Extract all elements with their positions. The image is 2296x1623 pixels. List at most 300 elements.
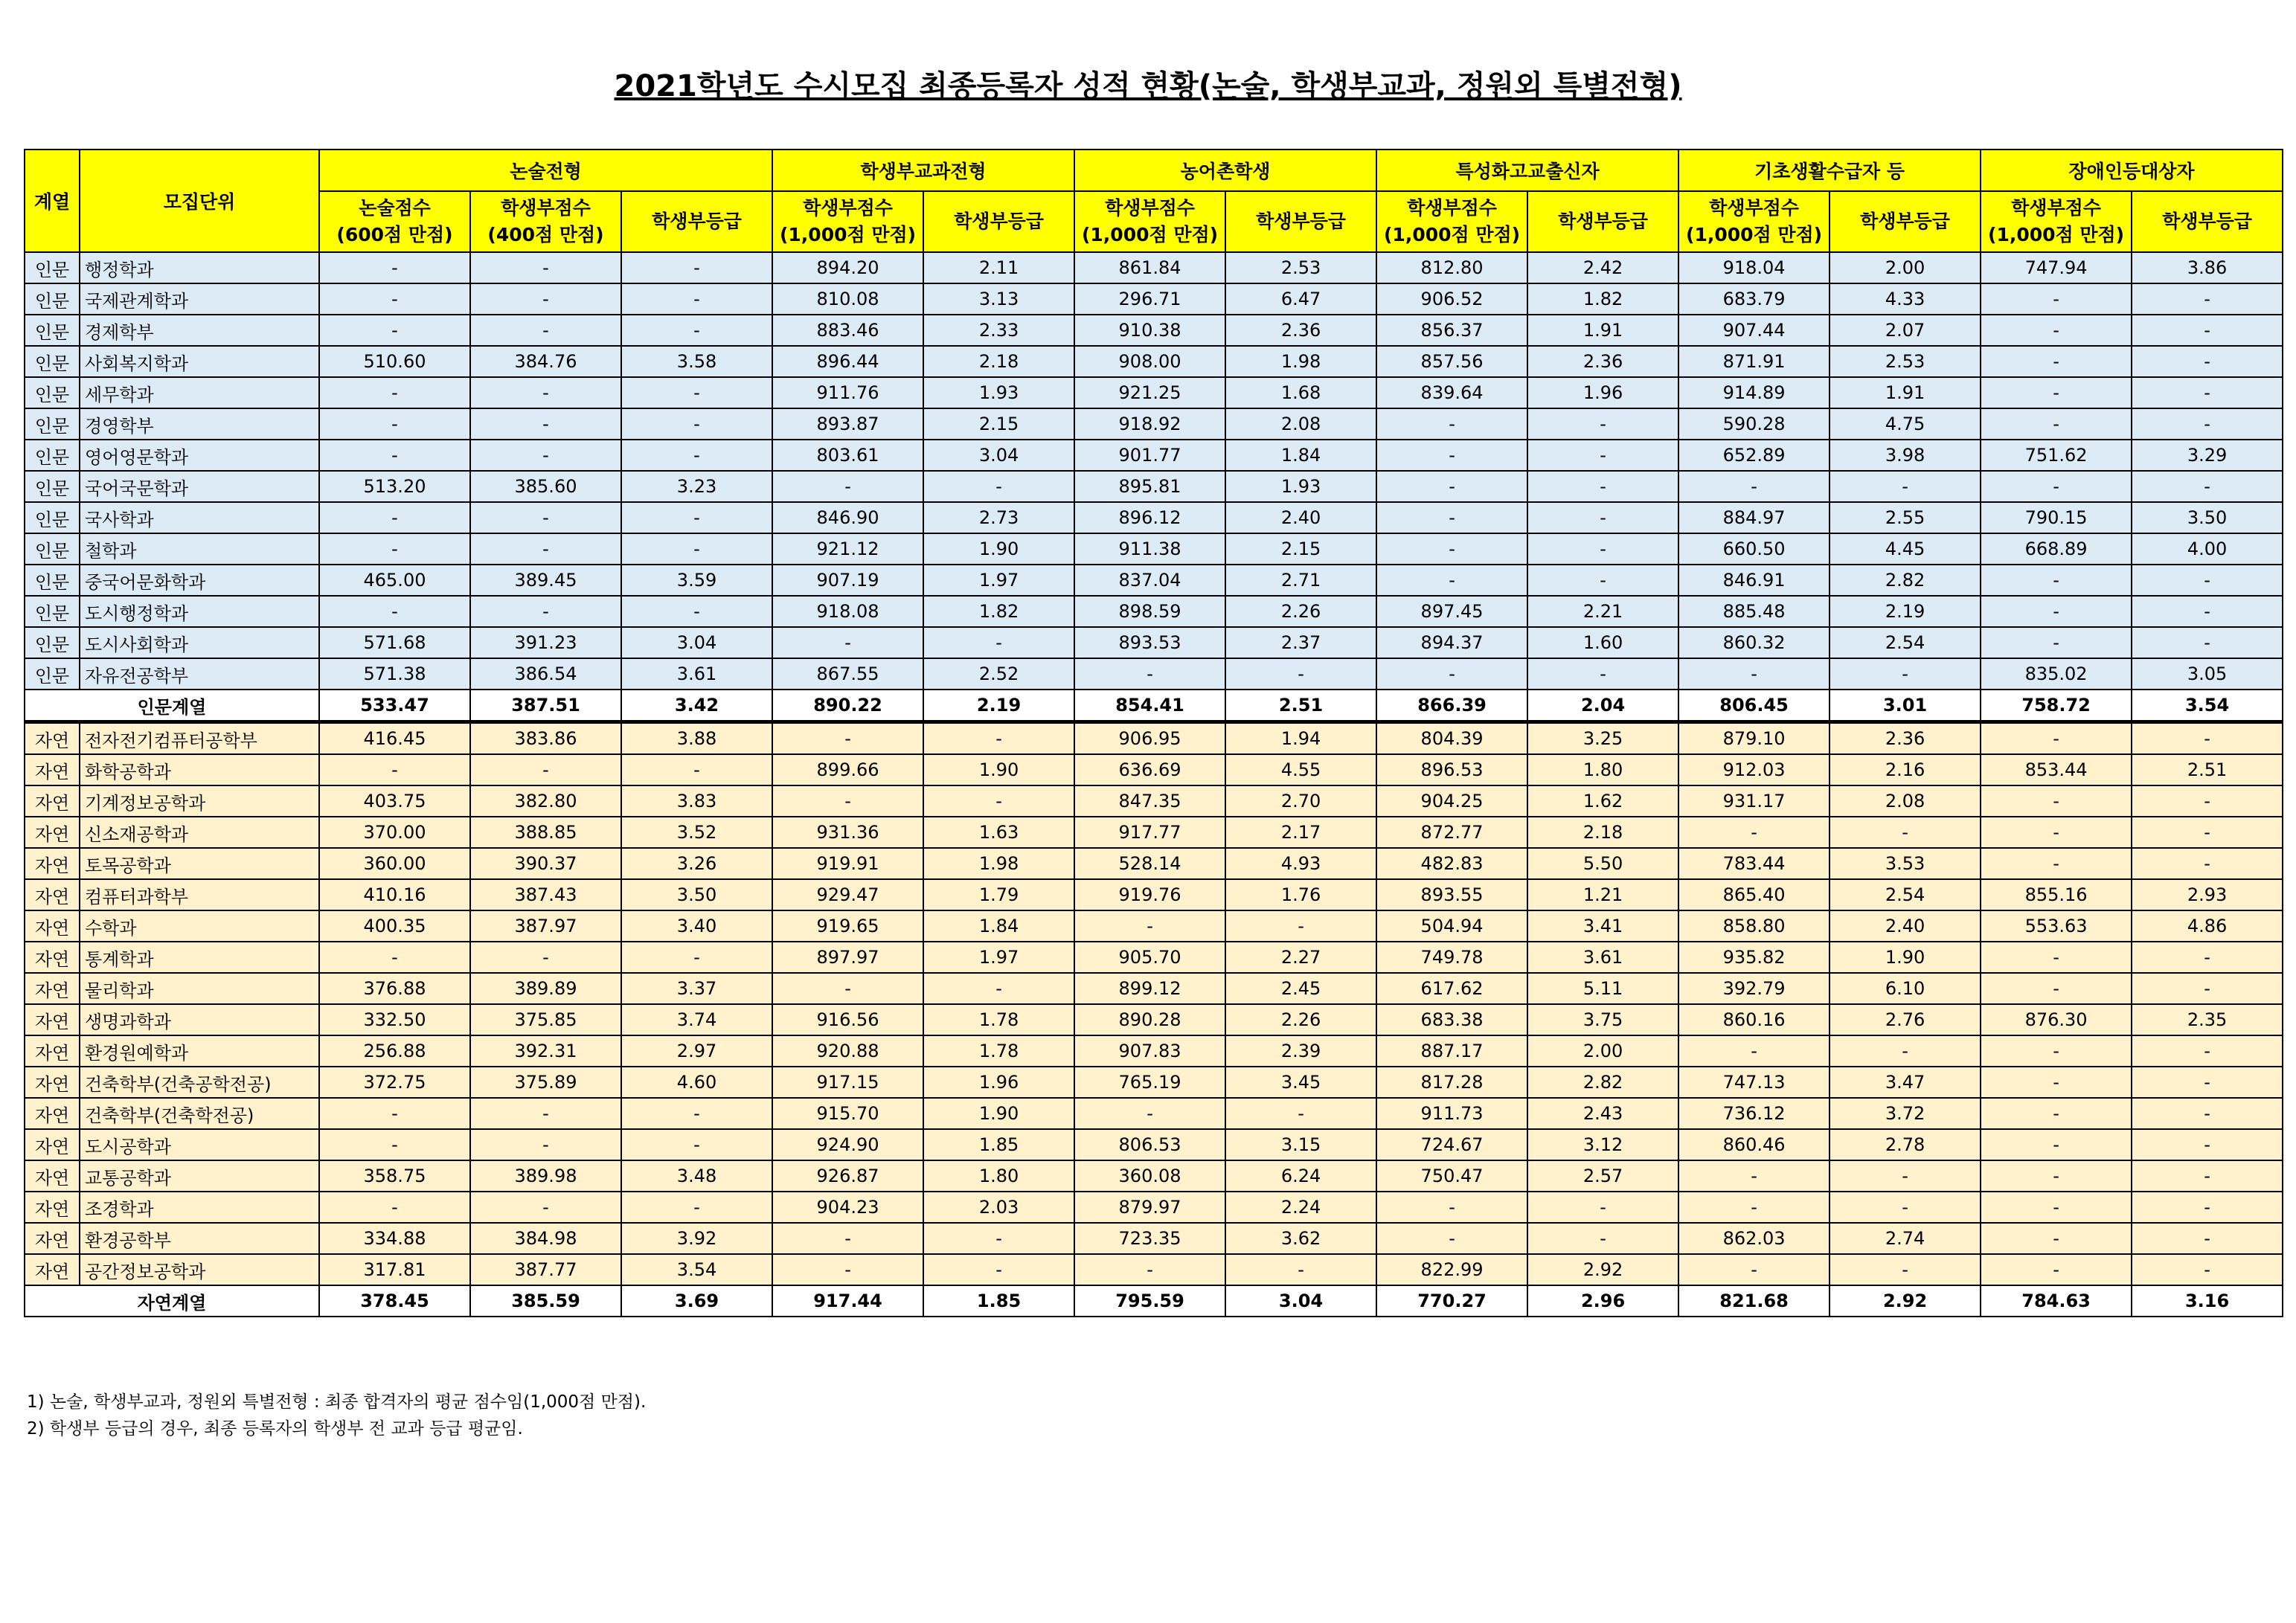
value-cell: -: [1527, 440, 1678, 471]
value-cell: 1.80: [923, 1160, 1074, 1192]
value-cell: 908.00: [1074, 346, 1225, 377]
value-cell: 758.72: [1981, 690, 2132, 722]
value-cell: 375.89: [470, 1067, 621, 1098]
value-cell: 5.50: [1527, 848, 1678, 879]
category-cell: 인문: [25, 627, 80, 658]
value-cell: 504.94: [1376, 910, 1527, 942]
value-cell: 385.59: [470, 1285, 621, 1317]
header-record-grade: 학생부등급: [1225, 191, 1376, 252]
value-cell: 846.90: [772, 502, 923, 533]
value-cell: -: [621, 440, 772, 471]
value-cell: 2.19: [1830, 596, 1981, 627]
header-record-score-1000: 학생부점수 (1,000점 만점): [1376, 191, 1527, 252]
value-cell: 2.55: [1830, 502, 1981, 533]
header-group-rural: 농어촌학생: [1074, 150, 1376, 191]
value-cell: 2.43: [1527, 1098, 1678, 1129]
value-cell: -: [1376, 502, 1527, 533]
value-cell: 897.45: [1376, 596, 1527, 627]
table-row: [25, 1160, 2283, 1192]
value-cell: 385.60: [470, 471, 621, 502]
value-cell: -: [1376, 565, 1527, 596]
value-cell: 1.90: [923, 1098, 1074, 1129]
value-cell: 2.70: [1225, 785, 1376, 817]
value-cell: -: [923, 973, 1074, 1004]
header-essay-score: 논술점수 (600점 만점): [319, 191, 470, 252]
value-cell: 4.86: [2132, 910, 2283, 942]
value-cell: 2.00: [1527, 1035, 1678, 1067]
value-cell: 790.15: [1981, 502, 2132, 533]
value-cell: -: [621, 377, 772, 408]
table-row: [25, 1098, 2283, 1129]
value-cell: 3.75: [1527, 1004, 1678, 1035]
value-cell: 376.88: [319, 973, 470, 1004]
value-cell: 898.59: [1074, 596, 1225, 627]
category-cell: 자연: [25, 817, 80, 848]
value-cell: 3.59: [621, 565, 772, 596]
value-cell: -: [1981, 596, 2132, 627]
value-cell: 872.77: [1376, 817, 1527, 848]
value-cell: 770.27: [1376, 1285, 1527, 1317]
value-cell: 907.19: [772, 565, 923, 596]
value-cell: -: [2132, 596, 2283, 627]
value-cell: 858.80: [1678, 910, 1830, 942]
unit-cell: 자유전공학부: [80, 658, 319, 690]
header-group-welfare: 기초생활수급자 등: [1678, 150, 1981, 191]
value-cell: -: [1981, 346, 2132, 377]
value-cell: 2.15: [923, 408, 1074, 440]
value-cell: 3.29: [2132, 440, 2283, 471]
value-cell: 3.61: [621, 658, 772, 690]
value-cell: 3.40: [621, 910, 772, 942]
value-cell: 334.88: [319, 1223, 470, 1254]
table-total-row: [25, 1285, 2283, 1317]
table-row: [25, 283, 2283, 315]
unit-cell: 컴퓨터과학부: [80, 879, 319, 910]
category-cell: 자연: [25, 1067, 80, 1098]
value-cell: -: [1678, 471, 1830, 502]
value-cell: 3.05: [2132, 658, 2283, 690]
value-cell: -: [1830, 471, 1981, 502]
value-cell: 2.57: [1527, 1160, 1678, 1192]
value-cell: 1.98: [923, 848, 1074, 879]
value-cell: 2.73: [923, 502, 1074, 533]
value-cell: -: [923, 471, 1074, 502]
value-cell: 747.13: [1678, 1067, 1830, 1098]
value-cell: 1.90: [923, 754, 1074, 785]
value-cell: 389.45: [470, 565, 621, 596]
value-cell: -: [319, 596, 470, 627]
table-row: [25, 754, 2283, 785]
value-cell: 2.39: [1225, 1035, 1376, 1067]
value-cell: 751.62: [1981, 440, 2132, 471]
value-cell: 360.08: [1074, 1160, 1225, 1192]
value-cell: 765.19: [1074, 1067, 1225, 1098]
value-cell: 861.84: [1074, 252, 1225, 283]
table-row: [25, 973, 2283, 1004]
value-cell: 918.04: [1678, 252, 1830, 283]
value-cell: 6.47: [1225, 283, 1376, 315]
value-cell: -: [1981, 1129, 2132, 1160]
value-cell: -: [2132, 848, 2283, 879]
value-cell: 3.72: [1830, 1098, 1981, 1129]
value-cell: -: [621, 942, 772, 973]
value-cell: 1.97: [923, 565, 1074, 596]
value-cell: 896.44: [772, 346, 923, 377]
value-cell: 3.53: [1830, 848, 1981, 879]
value-cell: 890.28: [1074, 1004, 1225, 1035]
unit-cell: 국제관계학과: [80, 283, 319, 315]
header-record-grade: 학생부등급: [1830, 191, 1981, 252]
value-cell: 724.67: [1376, 1129, 1527, 1160]
value-cell: -: [621, 283, 772, 315]
value-cell: -: [1830, 817, 1981, 848]
value-cell: -: [1527, 565, 1678, 596]
value-cell: -: [1830, 1160, 1981, 1192]
value-cell: 3.48: [621, 1160, 772, 1192]
value-cell: 921.12: [772, 533, 923, 565]
value-cell: 1.21: [1527, 879, 1678, 910]
value-cell: 914.89: [1678, 377, 1830, 408]
value-cell: 3.74: [621, 1004, 772, 1035]
value-cell: 876.30: [1981, 1004, 2132, 1035]
value-cell: -: [2132, 1067, 2283, 1098]
value-cell: -: [772, 471, 923, 502]
value-cell: 660.50: [1678, 533, 1830, 565]
value-cell: -: [772, 785, 923, 817]
value-cell: 747.94: [1981, 252, 2132, 283]
category-cell: 자연: [25, 879, 80, 910]
value-cell: -: [1981, 1067, 2132, 1098]
value-cell: 3.04: [621, 627, 772, 658]
value-cell: 3.26: [621, 848, 772, 879]
value-cell: -: [470, 408, 621, 440]
value-cell: 2.40: [1225, 502, 1376, 533]
header-record-score-1000: 학생부점수 (1,000점 만점): [772, 191, 923, 252]
value-cell: -: [319, 754, 470, 785]
header-group-essay: 논술전형: [319, 150, 772, 191]
value-cell: 3.01: [1830, 690, 1981, 722]
value-cell: 931.36: [772, 817, 923, 848]
unit-cell: 행정학과: [80, 252, 319, 283]
value-cell: 3.61: [1527, 942, 1678, 973]
value-cell: -: [1074, 658, 1225, 690]
value-cell: 1.85: [923, 1285, 1074, 1317]
value-cell: -: [2132, 283, 2283, 315]
table-row: [25, 440, 2283, 471]
value-cell: 893.53: [1074, 627, 1225, 658]
table-row: [25, 785, 2283, 817]
value-cell: -: [1830, 658, 1981, 690]
unit-cell: 세무학과: [80, 377, 319, 408]
value-cell: 652.89: [1678, 440, 1830, 471]
value-cell: -: [319, 315, 470, 346]
unit-cell: 건축학부(건축학전공): [80, 1098, 319, 1129]
table-total-row: [25, 690, 2283, 722]
value-cell: 2.82: [1527, 1067, 1678, 1098]
table-row: [25, 1067, 2283, 1098]
value-cell: 2.21: [1527, 596, 1678, 627]
value-cell: -: [2132, 471, 2283, 502]
value-cell: 906.52: [1376, 283, 1527, 315]
value-cell: 887.17: [1376, 1035, 1527, 1067]
value-cell: 372.75: [319, 1067, 470, 1098]
table-row: [25, 658, 2283, 690]
value-cell: 918.08: [772, 596, 923, 627]
value-cell: -: [2132, 1098, 2283, 1129]
header-record-grade: 학생부등급: [2132, 191, 2283, 252]
category-cell: 자연: [25, 942, 80, 973]
value-cell: 883.46: [772, 315, 923, 346]
value-cell: 4.45: [1830, 533, 1981, 565]
value-cell: -: [1678, 1192, 1830, 1223]
value-cell: -: [1225, 1098, 1376, 1129]
value-cell: 3.92: [621, 1223, 772, 1254]
header-record-score-1000: 학생부점수 (1,000점 만점): [1981, 191, 2132, 252]
value-cell: -: [621, 533, 772, 565]
value-cell: -: [1225, 658, 1376, 690]
total-label: 인문계열: [25, 690, 319, 722]
value-cell: 3.98: [1830, 440, 1981, 471]
value-cell: -: [319, 377, 470, 408]
value-cell: 3.16: [2132, 1285, 2283, 1317]
unit-cell: 교통공학과: [80, 1160, 319, 1192]
value-cell: 382.80: [470, 785, 621, 817]
value-cell: 553.63: [1981, 910, 2132, 942]
value-cell: 2.33: [923, 315, 1074, 346]
value-cell: 806.45: [1678, 690, 1830, 722]
category-cell: 자연: [25, 754, 80, 785]
value-cell: 1.79: [923, 879, 1074, 910]
value-cell: 1.62: [1527, 785, 1678, 817]
value-cell: 890.22: [772, 690, 923, 722]
table-row: [25, 315, 2283, 346]
value-cell: 256.88: [319, 1035, 470, 1067]
value-cell: -: [319, 942, 470, 973]
table-row: [25, 627, 2283, 658]
value-cell: 917.77: [1074, 817, 1225, 848]
value-cell: -: [923, 1254, 1074, 1285]
value-cell: 3.47: [1830, 1067, 1981, 1098]
value-cell: -: [1981, 817, 2132, 848]
value-cell: 919.76: [1074, 879, 1225, 910]
value-cell: 3.69: [621, 1285, 772, 1317]
value-cell: -: [1981, 973, 2132, 1004]
value-cell: -: [923, 1223, 1074, 1254]
header-group-record: 학생부교과전형: [772, 150, 1074, 191]
value-cell: 2.19: [923, 690, 1074, 722]
table-row: [25, 910, 2283, 942]
value-cell: 1.84: [1225, 440, 1376, 471]
category-cell: 인문: [25, 346, 80, 377]
value-cell: 911.76: [772, 377, 923, 408]
value-cell: 857.56: [1376, 346, 1527, 377]
value-cell: 3.04: [923, 440, 1074, 471]
value-cell: -: [1376, 471, 1527, 502]
value-cell: -: [1527, 408, 1678, 440]
value-cell: 853.44: [1981, 754, 2132, 785]
value-cell: 1.91: [1527, 315, 1678, 346]
value-cell: 1.80: [1527, 754, 1678, 785]
value-cell: 855.16: [1981, 879, 2132, 910]
value-cell: 894.37: [1376, 627, 1527, 658]
value-cell: 806.53: [1074, 1129, 1225, 1160]
value-cell: -: [1981, 408, 2132, 440]
value-cell: 1.96: [1527, 377, 1678, 408]
value-cell: 383.86: [470, 722, 621, 755]
value-cell: 358.75: [319, 1160, 470, 1192]
value-cell: 683.79: [1678, 283, 1830, 315]
table-row: [25, 533, 2283, 565]
value-cell: 4.33: [1830, 283, 1981, 315]
value-cell: 2.36: [1225, 315, 1376, 346]
value-cell: -: [621, 1192, 772, 1223]
table-row: [25, 377, 2283, 408]
value-cell: 906.95: [1074, 722, 1225, 755]
value-cell: -: [2132, 315, 2283, 346]
value-cell: -: [1527, 502, 1678, 533]
value-cell: 3.88: [621, 722, 772, 755]
value-cell: -: [1981, 1160, 2132, 1192]
value-cell: 2.51: [2132, 754, 2283, 785]
value-cell: 6.10: [1830, 973, 1981, 1004]
value-cell: -: [470, 942, 621, 973]
category-cell: 인문: [25, 658, 80, 690]
unit-cell: 신소재공학과: [80, 817, 319, 848]
value-cell: 894.20: [772, 252, 923, 283]
header-category: 계열: [25, 150, 80, 252]
table-row: [25, 722, 2283, 755]
value-cell: 636.69: [1074, 754, 1225, 785]
header-unit: 모집단위: [80, 150, 319, 252]
value-cell: 847.35: [1074, 785, 1225, 817]
value-cell: -: [1678, 1160, 1830, 1192]
value-cell: -: [1376, 1223, 1527, 1254]
table-row: [25, 817, 2283, 848]
table-row: [25, 346, 2283, 377]
category-cell: 자연: [25, 1035, 80, 1067]
value-cell: 2.15: [1225, 533, 1376, 565]
value-cell: -: [1376, 658, 1527, 690]
value-cell: -: [1074, 910, 1225, 942]
value-cell: 2.53: [1830, 346, 1981, 377]
value-cell: 389.89: [470, 973, 621, 1004]
unit-cell: 철학과: [80, 533, 319, 565]
value-cell: 916.56: [772, 1004, 923, 1035]
value-cell: -: [1981, 627, 2132, 658]
value-cell: -: [1678, 817, 1830, 848]
value-cell: 3.23: [621, 471, 772, 502]
value-cell: 482.83: [1376, 848, 1527, 879]
value-cell: 465.00: [319, 565, 470, 596]
value-cell: 2.26: [1225, 1004, 1376, 1035]
value-cell: 296.71: [1074, 283, 1225, 315]
footnote-2: 2) 학생부 등급의 경우, 최종 등록자의 학생부 전 교과 등급 평균임.: [27, 1419, 523, 1439]
value-cell: 1.82: [923, 596, 1074, 627]
value-cell: -: [2132, 942, 2283, 973]
value-cell: -: [1830, 1035, 1981, 1067]
category-cell: 인문: [25, 596, 80, 627]
value-cell: 4.93: [1225, 848, 1376, 879]
value-cell: -: [621, 252, 772, 283]
value-cell: 2.42: [1527, 252, 1678, 283]
value-cell: 2.27: [1225, 942, 1376, 973]
value-cell: 3.50: [621, 879, 772, 910]
value-cell: 2.53: [1225, 252, 1376, 283]
value-cell: 907.44: [1678, 315, 1830, 346]
scores-table: [24, 149, 2283, 1317]
value-cell: 899.12: [1074, 973, 1225, 1004]
unit-cell: 국어국문학과: [80, 471, 319, 502]
value-cell: 3.50: [2132, 502, 2283, 533]
category-cell: 인문: [25, 533, 80, 565]
value-cell: 810.08: [772, 283, 923, 315]
value-cell: 2.82: [1830, 565, 1981, 596]
value-cell: 388.85: [470, 817, 621, 848]
value-cell: -: [2132, 973, 2283, 1004]
value-cell: 910.38: [1074, 315, 1225, 346]
value-cell: -: [470, 596, 621, 627]
value-cell: 860.16: [1678, 1004, 1830, 1035]
value-cell: -: [470, 533, 621, 565]
value-cell: 860.32: [1678, 627, 1830, 658]
category-cell: 자연: [25, 1192, 80, 1223]
category-cell: 인문: [25, 377, 80, 408]
value-cell: 384.76: [470, 346, 621, 377]
value-cell: 1.76: [1225, 879, 1376, 910]
value-cell: 2.17: [1225, 817, 1376, 848]
value-cell: -: [1830, 1254, 1981, 1285]
value-cell: -: [319, 1192, 470, 1223]
value-cell: -: [1225, 910, 1376, 942]
value-cell: 895.81: [1074, 471, 1225, 502]
value-cell: 896.53: [1376, 754, 1527, 785]
category-cell: 인문: [25, 502, 80, 533]
value-cell: 528.14: [1074, 848, 1225, 879]
value-cell: 837.04: [1074, 565, 1225, 596]
value-cell: 668.89: [1981, 533, 2132, 565]
value-cell: -: [1376, 533, 1527, 565]
unit-cell: 환경원예학과: [80, 1035, 319, 1067]
value-cell: 1.63: [923, 817, 1074, 848]
value-cell: -: [319, 440, 470, 471]
header-record-score-1000: 학생부점수 (1,000점 만점): [1074, 191, 1225, 252]
value-cell: 856.37: [1376, 315, 1527, 346]
value-cell: 392.79: [1678, 973, 1830, 1004]
value-cell: 749.78: [1376, 942, 1527, 973]
header-record-grade: 학생부등급: [621, 191, 772, 252]
unit-cell: 수학과: [80, 910, 319, 942]
value-cell: 935.82: [1678, 942, 1830, 973]
value-cell: -: [1981, 1098, 2132, 1129]
value-cell: -: [2132, 785, 2283, 817]
value-cell: 3.62: [1225, 1223, 1376, 1254]
unit-cell: 기계정보공학과: [80, 785, 319, 817]
value-cell: -: [2132, 1223, 2283, 1254]
category-cell: 인문: [25, 471, 80, 502]
value-cell: 795.59: [1074, 1285, 1225, 1317]
value-cell: 1.84: [923, 910, 1074, 942]
value-cell: -: [2132, 1160, 2283, 1192]
value-cell: 854.41: [1074, 690, 1225, 722]
value-cell: 387.43: [470, 879, 621, 910]
table-row: [25, 596, 2283, 627]
value-cell: 1.78: [923, 1035, 1074, 1067]
value-cell: 839.64: [1376, 377, 1527, 408]
category-cell: 자연: [25, 1129, 80, 1160]
value-cell: -: [621, 315, 772, 346]
value-cell: 2.08: [1225, 408, 1376, 440]
value-cell: 893.55: [1376, 879, 1527, 910]
